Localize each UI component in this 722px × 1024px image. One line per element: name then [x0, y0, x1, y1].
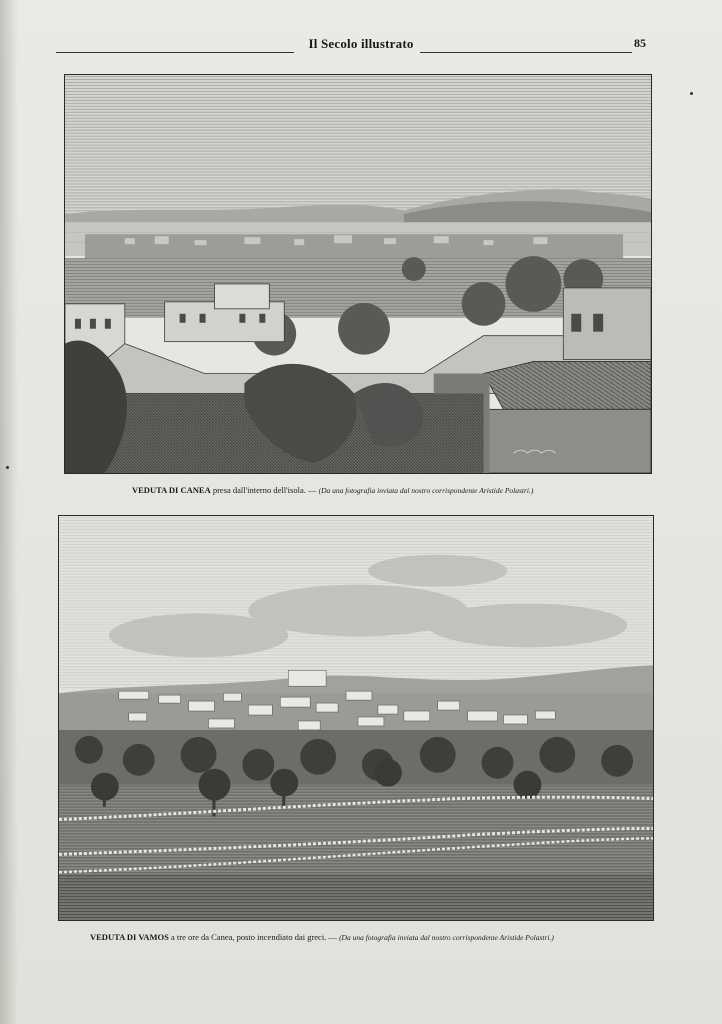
vamos-caption [90, 933, 554, 942]
header-rule-left [56, 52, 294, 53]
page-fold-shadow [0, 0, 18, 1024]
publication-title: Il Secolo illustrato [308, 36, 414, 51]
vamos-engraving-art [59, 516, 653, 920]
canea-engraving [64, 74, 652, 474]
canea-caption-text: presa dall'interno dell'isola. — [210, 485, 319, 495]
canea-engraving-art [65, 75, 651, 473]
header-rule-right [420, 52, 632, 53]
ink-speck [6, 466, 9, 469]
canea-caption-title: VEDUTA DI CANEA [132, 485, 211, 495]
canea-caption [132, 486, 533, 495]
page-number: 85 [634, 36, 646, 50]
vamos-caption-title: VEDUTA DI VAMOS [90, 932, 169, 942]
vamos-caption-credit: (Da una fotografia inviata dal nostro corrispondente Aristide Polastri.) [339, 933, 554, 942]
ink-speck [690, 92, 693, 95]
vamos-engraving [58, 515, 654, 921]
vamos-caption-text: a tre ore da Canea, posto incendiato dai greci. — [168, 932, 340, 942]
canea-caption-credit: (Da una fotografia inviata dal nostro corrispondente Aristide Polastri.) [318, 486, 534, 495]
